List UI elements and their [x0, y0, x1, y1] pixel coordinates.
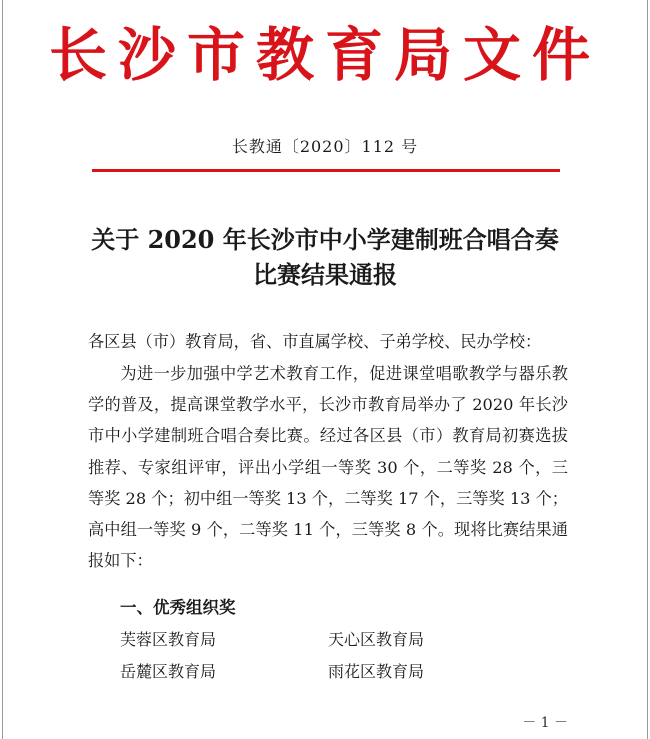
page-edge-right [647, 0, 648, 739]
award-item: 天心区教育局 [328, 630, 425, 649]
award-item: 雨花区教育局 [328, 662, 425, 681]
body-paragraph: 为进一步加强中学艺术教育工作，促进课堂唱歌教学与器乐教学的普及，提高课堂教学水平，长沙市教育局举办了 2020 年长沙市中小学建制班合唱合奏比赛。经过各区县（市）教育局初赛选拔推荐、专家组评审，评出小学组一等奖 30 个，二等奖 28 个，三等奖 28 个；初中组一等奖 13 个，二等奖 17 个，三等奖 13 个；高中组一等奖 9 个，二等奖 11 个，三等奖 8 个。现将比赛结果通报如下： [88, 364, 568, 571]
document-title [0, 222, 650, 292]
page-number: － 1 － [522, 715, 568, 731]
section-heading-organization-award: 一、优秀组织奖 [120, 598, 236, 617]
award-list [120, 625, 540, 687]
page-edge-left [2, 0, 3, 739]
salutation: 各区县（市）教育局，省、市直属学校、子弟学校、民办学校： [88, 332, 542, 351]
red-divider-line [92, 169, 560, 172]
award-item: 芙蓉区教育局 [120, 630, 217, 649]
document-title-line-2: 比赛结果通报 [253, 260, 397, 289]
award-item: 岳麓区教育局 [120, 662, 217, 681]
document-title-line-1: 关于 2020 年长沙市中小学建制班合唱合奏 [91, 225, 559, 254]
masthead-title: 长沙市教育局文件 [48, 21, 601, 89]
document-number: 长教通〔2020〕112 号 [231, 137, 419, 156]
